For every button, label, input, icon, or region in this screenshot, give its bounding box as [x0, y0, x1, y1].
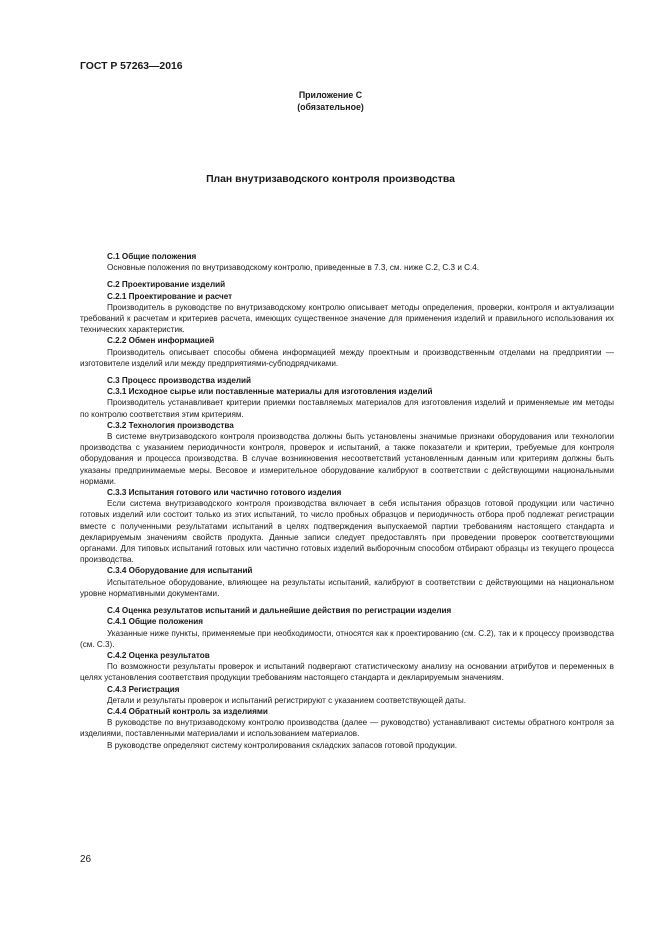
- paragraph: Указанные ниже пункты, применяемые при необходимости, относятся как к проектированию (см. С.2), так и к процессу производства (см. С.3).: [80, 628, 614, 649]
- subsection-heading: С.3.1 Исходное сырье или поставленные материалы для изготовления изделий: [107, 387, 433, 397]
- annex-status: (обязательное): [297, 102, 364, 112]
- subsection-heading: С.3.3 Испытания готового или частично готового изделия: [107, 488, 342, 498]
- paragraph: В руководстве по внутризаводскому контролю производства (далее — руководство) устанавливают системы обратного контроля за изделиями, поставленными материалами и использованием материалов.: [80, 718, 614, 739]
- subsection-heading: С.2.1 Проектирование и расчет: [107, 291, 233, 301]
- page-number: 26: [80, 854, 92, 865]
- section-heading: С.4 Оценка результатов испытаний и дальнейшие действия по регистрации изделия: [107, 606, 452, 616]
- paragraph: В системе внутризаводского контроля производства должны быть установлены значимые признаки оборудования или технологии производства с указанием периодичности контроля, проверок и испытаний, а также показатели и критерии, требуемые для контроля оборудования и процесса производства. В случае возникновения несоответствий установленным данным или критериям должны быть указаны предпринимаемые меры. Весовое и измерительное оборудование калибруют в соответствии с действующими национальными нормами.: [80, 432, 614, 486]
- section-heading: С.3 Процесс производства изделий: [107, 376, 252, 386]
- paragraph: Испытательное оборудование, влияющее на результаты испытаний, калибруют в соответствии с действующими на национальном уровне нормативными документами.: [80, 577, 614, 598]
- section-heading: С.2 Проектирование изделий: [107, 280, 226, 290]
- subsection-heading: С.4.1 Общие положения: [107, 617, 204, 627]
- paragraph: Производитель описывает способы обмена информацией между проектным и производственным отделами на предприятии — изготовителе изделий или между предприятиями-субподрядчиками.: [80, 347, 614, 368]
- paragraph: Если система внутризаводского контроля производства включает в себя испытания образцов готовой продукции или частично готовых изделий или состоит только из этих испытаний, то число пробных образцов и периодичность отбора проб подлежат регистрации вместе с полученными результатами испытаний в целях подтверждения выпускаемой партии требованиям настоящего стандарта и декларируемым значениям свойств продукта. Данные записи следует предоставлять при проведении проверок соответствующими органами. Для типовых испытаний готовых или частично готовых изделий выборочным способом отбирают образцы из текущего процесса производства.: [80, 499, 614, 565]
- paragraph: Производитель устанавливает критерии приемки поставляемых материалов для изготовления изделий и применяемые им методы по контролю соответствия этим критериям.: [80, 398, 614, 419]
- page-title: План внутризаводского контроля производства: [206, 174, 455, 185]
- subsection-heading: С.4.3 Регистрация: [107, 684, 180, 694]
- subsection-heading: С.3.4 Оборудование для испытаний: [107, 566, 253, 576]
- standard-header: ГОСТ Р 57263—2016: [80, 61, 183, 72]
- paragraph: Детали и результаты проверок и испытаний регистрируют с указанием соответствующей даты.: [107, 695, 467, 705]
- subsection-heading: С.3.2 Технология производства: [107, 420, 234, 430]
- paragraph: Основные положения по внутризаводскому контролю, приведенные в 7.3, см. ниже С.2, С.3 и С.4.: [107, 263, 480, 273]
- annex-title: Приложение С: [298, 90, 363, 100]
- section-heading: С.1 Общие положения: [107, 252, 197, 261]
- paragraph: В руководстве определяют систему контролирования складских запасов готовой продукции.: [107, 740, 458, 750]
- paragraph: Производитель в руководстве по внутризаводскому контролю описывает методы определения, проверки, контроля и актуализации требований к расчетам и критериев расчета, имеющих существенное значение для применения изделий и правильного использования их технических характеристик.: [80, 302, 614, 335]
- paragraph: По возможности результаты проверок и испытаний подвергают статистическому анализу на основании атрибутов и переменных в целях установления соответствия продукции требованиям настоящего стандарта и декларируемым значениям.: [80, 662, 614, 683]
- subsection-heading: С.4.4 Обратный контроль за изделиями: [107, 706, 268, 716]
- subsection-heading: С.4.2 Оценка результатов: [107, 650, 210, 660]
- document-body: [80, 251, 614, 751]
- subsection-heading: С.2.2 Обмен информацией: [107, 336, 215, 346]
